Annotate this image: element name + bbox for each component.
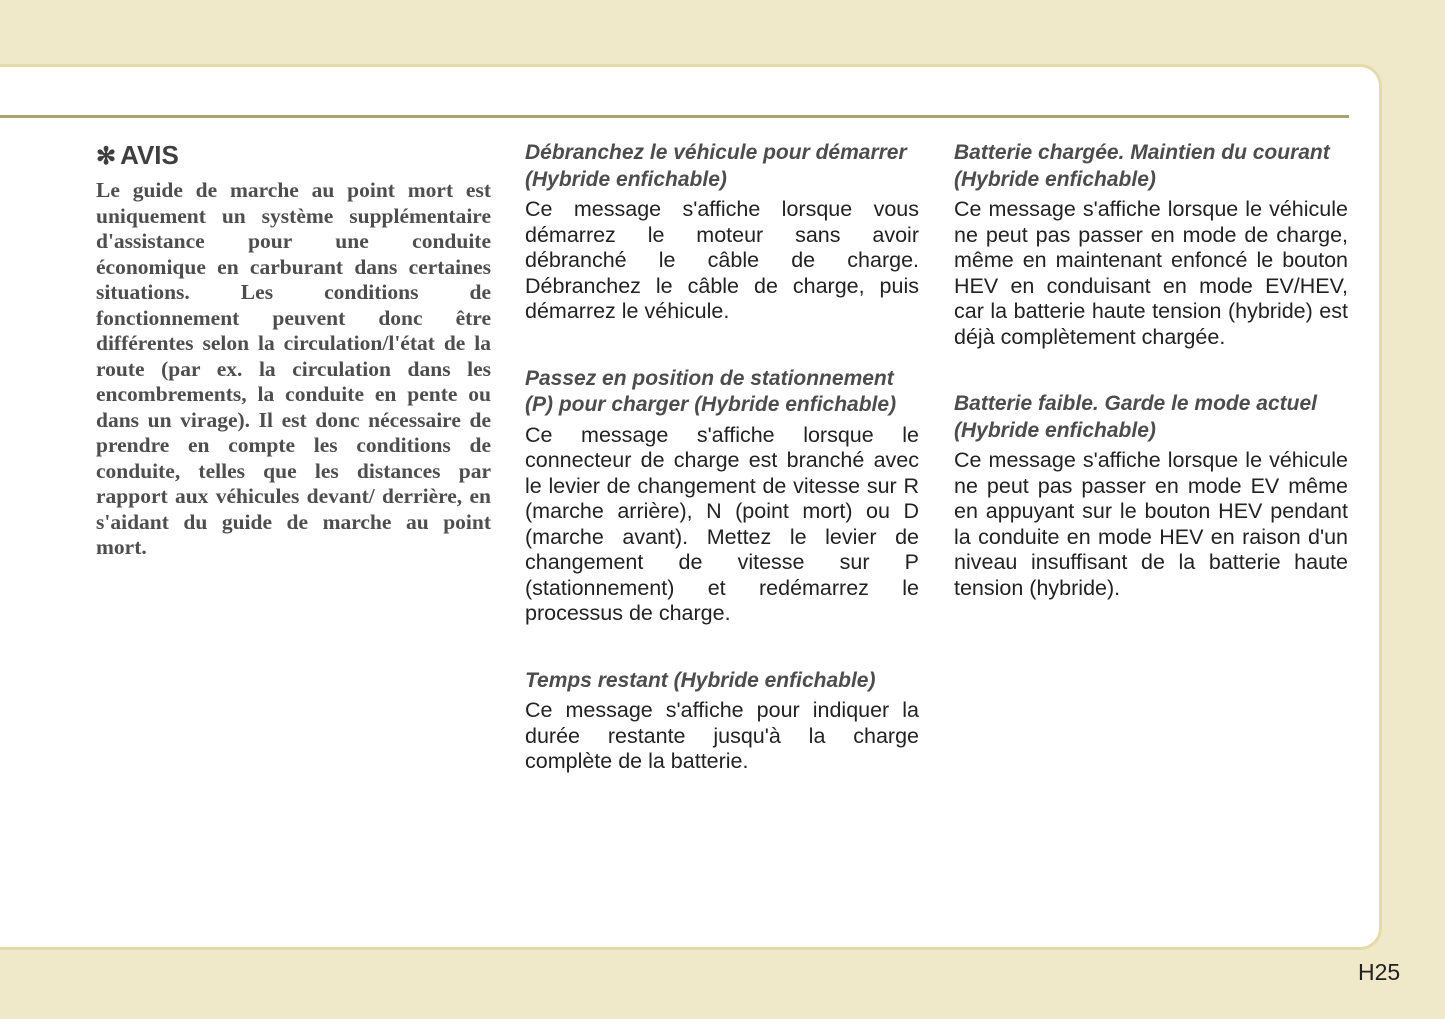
- section-heading: Passez en position de stationnement (P) pour charger (Hybride enfichable): [525, 366, 897, 416]
- section-heading: Temps restant (Hybride enfichable): [525, 668, 876, 692]
- right-column: [954, 140, 1348, 642]
- section-body: Ce message s'affiche lorsque le connecteur de charge est branché avec le levier de changement de vitesse sur R (marche arrière), N (point mort) ou D (marche avant). Mettez le levier de changement de vitesse sur P (stationnement) et redémarrez le processus de charge.: [525, 422, 919, 625]
- section-heading: Débranchez le véhicule pour démarrer (Hybride enfichable): [525, 141, 907, 191]
- page-number: H25: [1358, 959, 1401, 985]
- section-battery-low: [954, 391, 1348, 601]
- asterisk-icon: ✻: [96, 143, 117, 170]
- header-rule: [0, 115, 1349, 118]
- section-heading: Batterie chargée. Maintien du courant (Hybride enfichable): [954, 141, 1330, 191]
- middle-column: [525, 140, 919, 816]
- notice-heading: [96, 140, 491, 172]
- section-body: Ce message s'affiche lorsque vous démarrez le moteur sans avoir débranché le câble de charge. Débranchez le câble de charge, puis démarrez le véhicule.: [525, 197, 919, 323]
- notice-column: [96, 140, 491, 561]
- section-shift-to-park: [525, 366, 919, 627]
- section-body: Ce message s'affiche lorsque le véhicule ne peut pas passer en mode EV même en appuyant sur le bouton HEV pendant la conduite en mode HEV en raison d'un niveau insuffisant de la batterie haute tension (hybride).: [954, 448, 1348, 600]
- section-body: Ce message s'affiche pour indiquer la durée restante jusqu'à la charge complète de la batterie.: [525, 698, 919, 773]
- section-time-remaining: [525, 668, 919, 775]
- section-heading: Batterie faible. Garde le mode actuel (Hybride enfichable): [954, 392, 1317, 442]
- notice-body: Le guide de marche au point mort est uniquement un système supplémentaire d'assistance pour une conduite économique en carburant dans certaines situations. Les conditions de fonctionnement peuvent donc être différentes selon la circulation/l'état de la route (par ex. la circulation dans les encombrements, la conduite en pente ou dans un virage). Il est donc nécessaire de prendre en compte les conditions de conduite, telles que les distances par rapport aux véhicules devant/ derrière, en s'aidant du guide de marche au point mort.: [96, 178, 491, 559]
- section-body: Ce message s'affiche lorsque le véhicule ne peut pas passer en mode de charge, même en maintenant enfoncé le bouton HEV en conduisant en mode EV/HEV, car la batterie haute tension (hybride) est déjà complètement chargée.: [954, 197, 1348, 349]
- section-unplug-to-start: [525, 140, 919, 325]
- section-battery-charged: [954, 140, 1348, 350]
- notice-title: AVIS: [120, 140, 179, 170]
